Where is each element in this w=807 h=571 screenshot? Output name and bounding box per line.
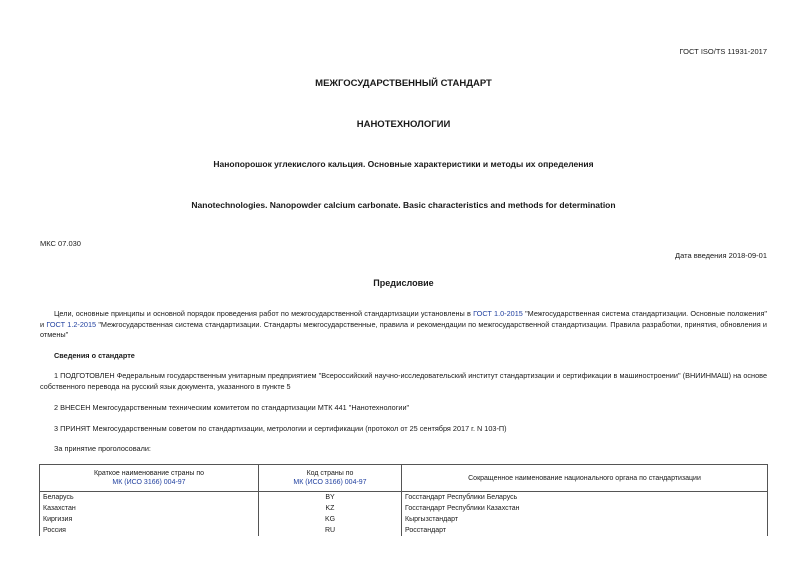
org-cell: Росстандарт bbox=[402, 525, 768, 536]
voted-label: За принятие проголосовали: bbox=[54, 444, 151, 453]
table-row bbox=[40, 514, 768, 525]
item-submitted: 2 ВНЕСЕН Межгосударственным техническим комитетом по стандартизации МТК 441 "Нанотехнологии" bbox=[54, 403, 410, 412]
mk-iso-link-1[interactable]: МК (ИСО 3166) 004-97 bbox=[112, 479, 186, 486]
table-row bbox=[40, 492, 768, 504]
preface-text-c: "Межгосударственная система стандартизации. Стандарты межгосударственные, правила и рекомендации по межгосударственной стандартизации. Правила разработки, принятия, обновления и отмены" bbox=[40, 319, 767, 339]
header-country-code bbox=[259, 465, 402, 492]
country-cell: Киргизия bbox=[40, 514, 259, 525]
header-country-code-text: Код страны по bbox=[306, 470, 354, 477]
country-cell: Россия bbox=[40, 525, 259, 536]
preface-paragraph bbox=[40, 309, 767, 341]
table-row bbox=[40, 503, 768, 514]
header-country-name bbox=[40, 465, 259, 492]
document-code: ГОСТ ISO/TS 11931-2017 bbox=[679, 47, 767, 56]
country-cell: Казахстан bbox=[40, 503, 259, 514]
table-header-row bbox=[40, 465, 768, 492]
org-cell: Госстандарт Республики Казахстан bbox=[402, 503, 768, 514]
country-cell: Беларусь bbox=[40, 492, 259, 504]
item-adopted: 3 ПРИНЯТ Межгосударственным советом по стандартизации, метрологии и сертификации (протокол от 25 сентября 2017 г. N 103-П) bbox=[54, 424, 507, 433]
countries-table bbox=[39, 464, 768, 536]
subject-heading: НАНОТЕХНОЛОГИИ bbox=[356, 119, 451, 130]
preface-text-a: Цели, основные принципы и основной порядок проведения работ по межгосударственной стандартизации установлены в bbox=[54, 309, 474, 318]
info-heading: Сведения о стандарте bbox=[54, 351, 135, 360]
preface-text-b: "Межгосударственная система стандартизации. Основные положения" и bbox=[40, 309, 767, 329]
title-english: Nanotechnologies. Nanopowder calcium carbonate. Basic characteristics and methods for determination bbox=[191, 200, 616, 210]
gost-1-0-link[interactable]: ГОСТ 1.0-2015 bbox=[473, 309, 523, 318]
standard-heading: МЕЖГОСУДАРСТВЕННЫЙ СТАНДАРТ bbox=[315, 78, 492, 89]
preface-title: Предисловие bbox=[373, 278, 434, 288]
org-cell: Госстандарт Республики Беларусь bbox=[402, 492, 768, 504]
mk-iso-link-2[interactable]: МК (ИСО 3166) 004-97 bbox=[293, 479, 367, 486]
code-cell: BY bbox=[259, 492, 402, 504]
gost-1-2-link[interactable]: ГОСТ 1.2-2015 bbox=[46, 319, 97, 329]
introduction-date: Дата введения 2018-09-01 bbox=[675, 251, 767, 260]
item-prepared: 1 ПОДГОТОВЛЕН Федеральным государственным унитарным предприятием "Всероссийский научно-исследовательский институт стандартизации и сертификации в машиностроении" (ВНИИНМАШ) на основе собственного перевода на русский язык документа, указанного в пункте 5 bbox=[40, 371, 767, 391]
header-country-name-text: Краткое наименование страны по bbox=[93, 470, 205, 477]
mks-code: МКС 07.030 bbox=[40, 239, 81, 248]
code-cell: RU bbox=[259, 525, 402, 536]
code-cell: KZ bbox=[259, 503, 402, 514]
title-russian: Нанопорошок углекислого кальция. Основные характеристики и методы их определения bbox=[213, 159, 594, 169]
org-cell: Кыргызстандарт bbox=[402, 514, 768, 525]
header-national-body: Сокращенное наименование национального органа по стандартизации bbox=[402, 465, 768, 492]
table-row bbox=[40, 525, 768, 536]
code-cell: KG bbox=[259, 514, 402, 525]
